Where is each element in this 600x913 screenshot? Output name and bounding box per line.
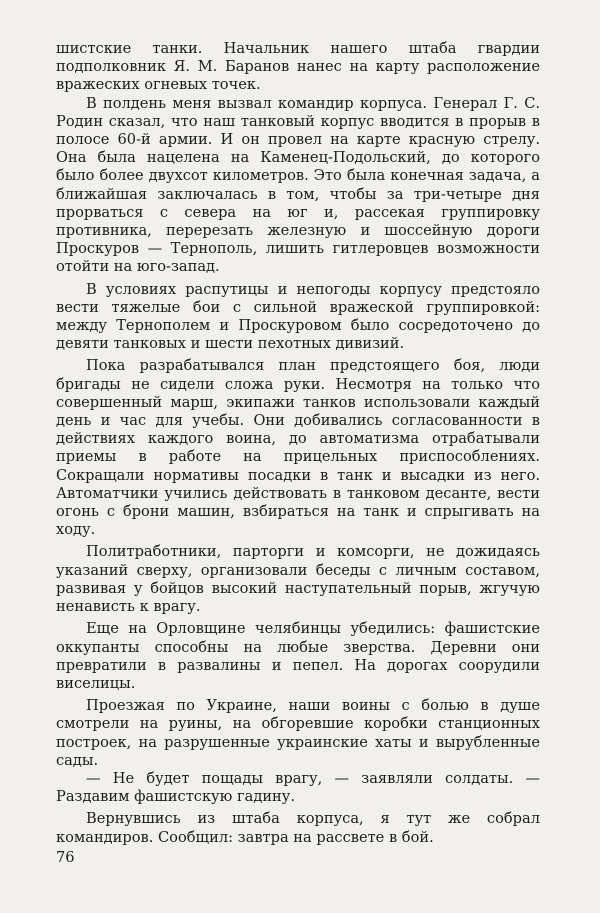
paragraph-1: шистские танки. Начальник нашего штаба гвардии подполковник Я. М. Баранов нанес на карту расположение вражеских огневых точек. — [56, 40, 540, 94]
body-text — [56, 40, 540, 847]
paragraph-7: Проезжая по Украине, наши воины с болью в душе смотрели на руины, на обгоревшие коробки станционных построек, на разрушенные украинские хаты и вырубленные сады. — [56, 697, 540, 769]
paragraph-4: Пока разрабатывался план предстоящего боя, люди бригады не сидели сложа руки. Несмотря на только что совершенный марш, экипажи танков использовали каждый день и час для учебы. Они добивались согласованности в действиях каждого воина, до автоматизма отрабатывали приемы в работе на прицельных приспособлениях. Сокращали нормативы посадки в танк и высадки из него. Автоматчики учились действовать в танковом десанте, вести огонь с брони машин, взбираться на танк и спрыгивать на ходу. — [56, 357, 540, 539]
paragraph-3: В условиях распутицы и непогоды корпусу предстояло вести тяжелые бои с сильной вражеской группировкой: между Тернополем и Проскуровом было сосредоточено до девяти танковых и шести пехотных дивизий. — [56, 280, 540, 353]
paragraph-2: В полдень меня вызвал командир корпуса. Генерал Г. С. Родин сказал, что наш танковый корпус вводится в прорыв в полосе 60-й армии. И он провел на карте красную стрелу. Она была нацелена на Каменец-Подольский, до которого было более двухсот километров. Это была конечная задача, а ближайшая заключалась в том, чтобы за три-четыре дня прорваться с севера на юг и, рассекая группировку противника, перерезать железную и шоссейную дороги Проскуров — Тернополь, лишить гитлеровцев возможности отойти на юго-запад. — [56, 94, 540, 276]
page-number: 76 — [56, 849, 75, 866]
paragraph-6: Еще на Орловщине челябинцы убедились: фашистские оккупанты способны на любые зверства. Деревни они превратили в развалины и пепел. На дорогах соорудили виселицы. — [56, 620, 540, 692]
paragraph-8: — Не будет пощады врагу, — заявляли солдаты. — Раздавим фашистскую гадину. — [56, 769, 540, 806]
paragraph-5: Политработники, парторги и комсорги, не дожидаясь указаний сверху, организовали беседы с личным составом, развивая у бойцов высокий наступательный порыв, жгучую ненависть к врагу. — [56, 543, 540, 616]
paragraph-9: Вернувшись из штаба корпуса, я тут же собрал командиров. Сообщил: завтра на рассвете в бой. — [56, 810, 540, 846]
